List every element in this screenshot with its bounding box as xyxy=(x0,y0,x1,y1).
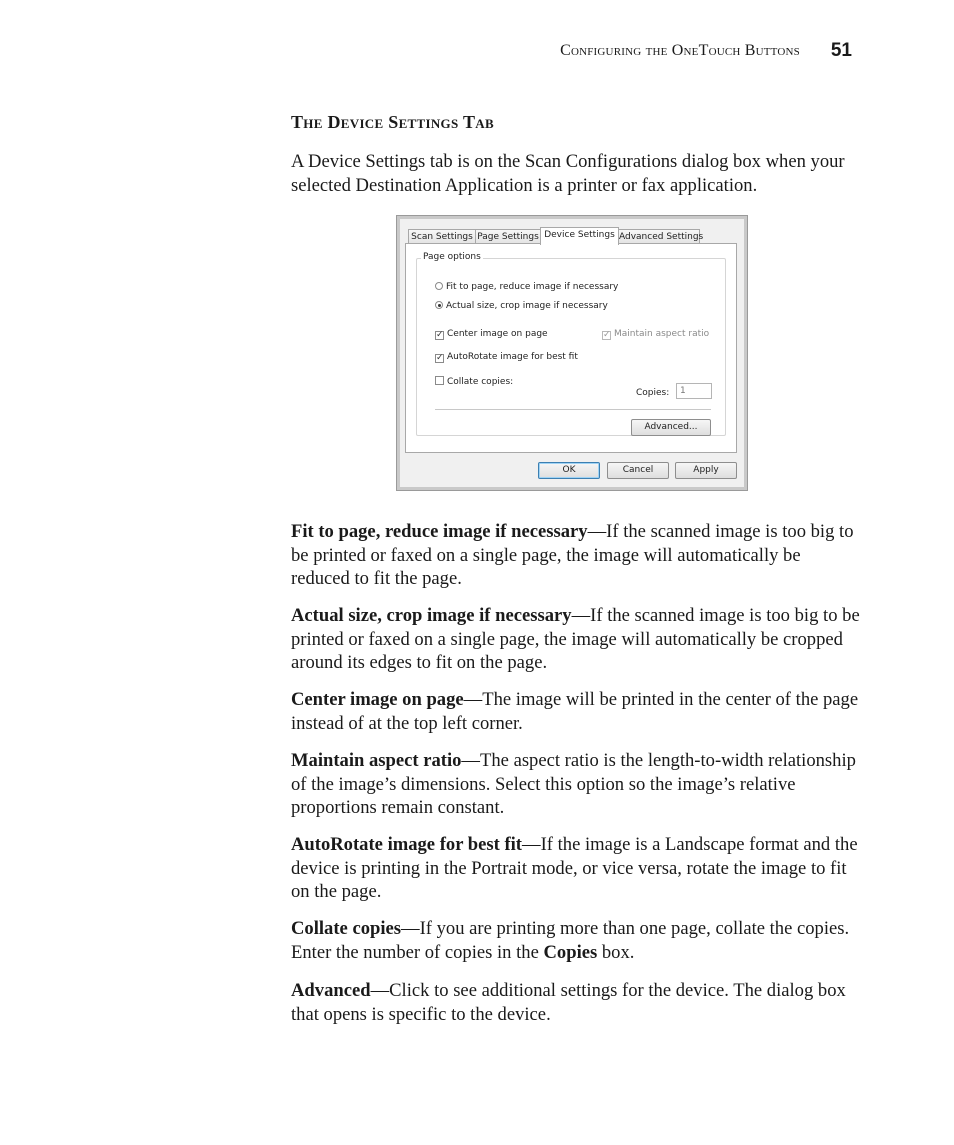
definition-fit-to-page xyxy=(291,520,861,591)
definition-term: Collate copies xyxy=(291,918,401,939)
definition-text: —If the image is a Landscape format and the device is printing in the Portrait mode, or vice versa, rotate the image to fit on the page. xyxy=(291,834,858,902)
tab-page-settings[interactable]: Page Settings xyxy=(475,229,541,244)
definition-text: —If you are printing more than one page, collate the copies. Enter the number of copies in the xyxy=(291,918,850,963)
fit-to-page-label: Fit to page, reduce image if necessary xyxy=(446,282,619,292)
running-header: Configuring the OneTouch Buttons xyxy=(560,42,800,59)
collate-copies-checkbox[interactable] xyxy=(435,376,513,388)
section-heading: The Device Settings Tab xyxy=(291,112,494,132)
definition-term: Fit to page, reduce image if necessary xyxy=(291,521,588,542)
checkmark-icon: ✓ xyxy=(436,330,444,340)
definition-center-image xyxy=(291,688,861,735)
maintain-aspect-checkbox[interactable] xyxy=(602,329,709,340)
checkbox-empty-icon xyxy=(435,376,444,385)
cancel-button[interactable]: Cancel xyxy=(607,462,669,479)
apply-button[interactable]: Apply xyxy=(675,462,737,479)
copies-label: Copies: xyxy=(636,388,670,398)
center-image-label: Center image on page xyxy=(447,329,548,339)
fit-to-page-radio[interactable] xyxy=(435,282,618,293)
center-image-checkbox[interactable] xyxy=(435,329,548,340)
definition-text: —If the scanned image is too big to be printed or faxed on a single page, the image will automatically be reduced to fit the page. xyxy=(291,521,854,589)
divider xyxy=(435,409,711,410)
copies-input[interactable]: 1 xyxy=(676,383,712,399)
advanced-button[interactable]: Advanced... xyxy=(631,419,711,436)
tab-device-settings[interactable]: Device Settings xyxy=(540,227,619,245)
definition-advanced xyxy=(291,979,861,1026)
definition-text: —Click to see additional settings for the device. The dialog box that opens is specific to the device. xyxy=(291,980,846,1025)
definition-collate-copies xyxy=(291,917,861,964)
page-options-group xyxy=(416,252,726,436)
radio-on-icon xyxy=(435,301,443,309)
definition-term: Maintain aspect ratio xyxy=(291,750,462,771)
definition-term: Center image on page xyxy=(291,689,464,710)
actual-size-radio[interactable] xyxy=(435,301,608,312)
radio-off-icon xyxy=(435,282,443,290)
definition-actual-size xyxy=(291,604,861,675)
autorotate-checkbox[interactable] xyxy=(435,352,578,363)
checkmark-icon: ✓ xyxy=(436,353,444,363)
tab-advanced-settings[interactable]: Advanced Settings xyxy=(618,229,700,244)
actual-size-label: Actual size, crop image if necessary xyxy=(446,301,608,311)
definition-term: Actual size, crop image if necessary xyxy=(291,605,572,626)
page-options-label: Page options xyxy=(423,252,481,262)
maintain-aspect-label: Maintain aspect ratio xyxy=(614,329,710,339)
definition-text: —The image will be printed in the center of the page instead of at the top left corner. xyxy=(291,689,859,734)
definition-term: Advanced xyxy=(291,980,371,1001)
page-number: 51 xyxy=(830,40,852,61)
intro-paragraph: A Device Settings tab is on the Scan Configurations dialog box when your selected Destination Application is a printer or fax application. xyxy=(291,151,845,196)
definition-text: —If the scanned image is too big to be printed or faxed on a single page, the image will automatically be cropped around its edges to fit on the page. xyxy=(291,605,860,673)
checkmark-icon: ✓ xyxy=(603,330,611,340)
definition-text-tail: box. xyxy=(597,941,635,963)
definition-term: AutoRotate image for best fit xyxy=(291,834,522,855)
scan-configuration-dialog xyxy=(396,215,748,491)
definition-text: —The aspect ratio is the length-to-width relationship of the image’s dimensions. Select this option so the image’s relative proportions remain constant. xyxy=(291,750,856,818)
definition-aspect-ratio xyxy=(291,749,861,820)
tab-scan-settings[interactable]: Scan Settings xyxy=(408,229,476,244)
ok-button[interactable]: OK xyxy=(538,462,600,479)
definition-autorotate xyxy=(291,833,861,904)
collate-copies-label: Collate copies: xyxy=(447,377,514,387)
device-settings-panel xyxy=(405,243,737,453)
autorotate-label: AutoRotate image for best fit xyxy=(447,352,578,362)
definition-inline-term: Copies xyxy=(543,941,598,963)
